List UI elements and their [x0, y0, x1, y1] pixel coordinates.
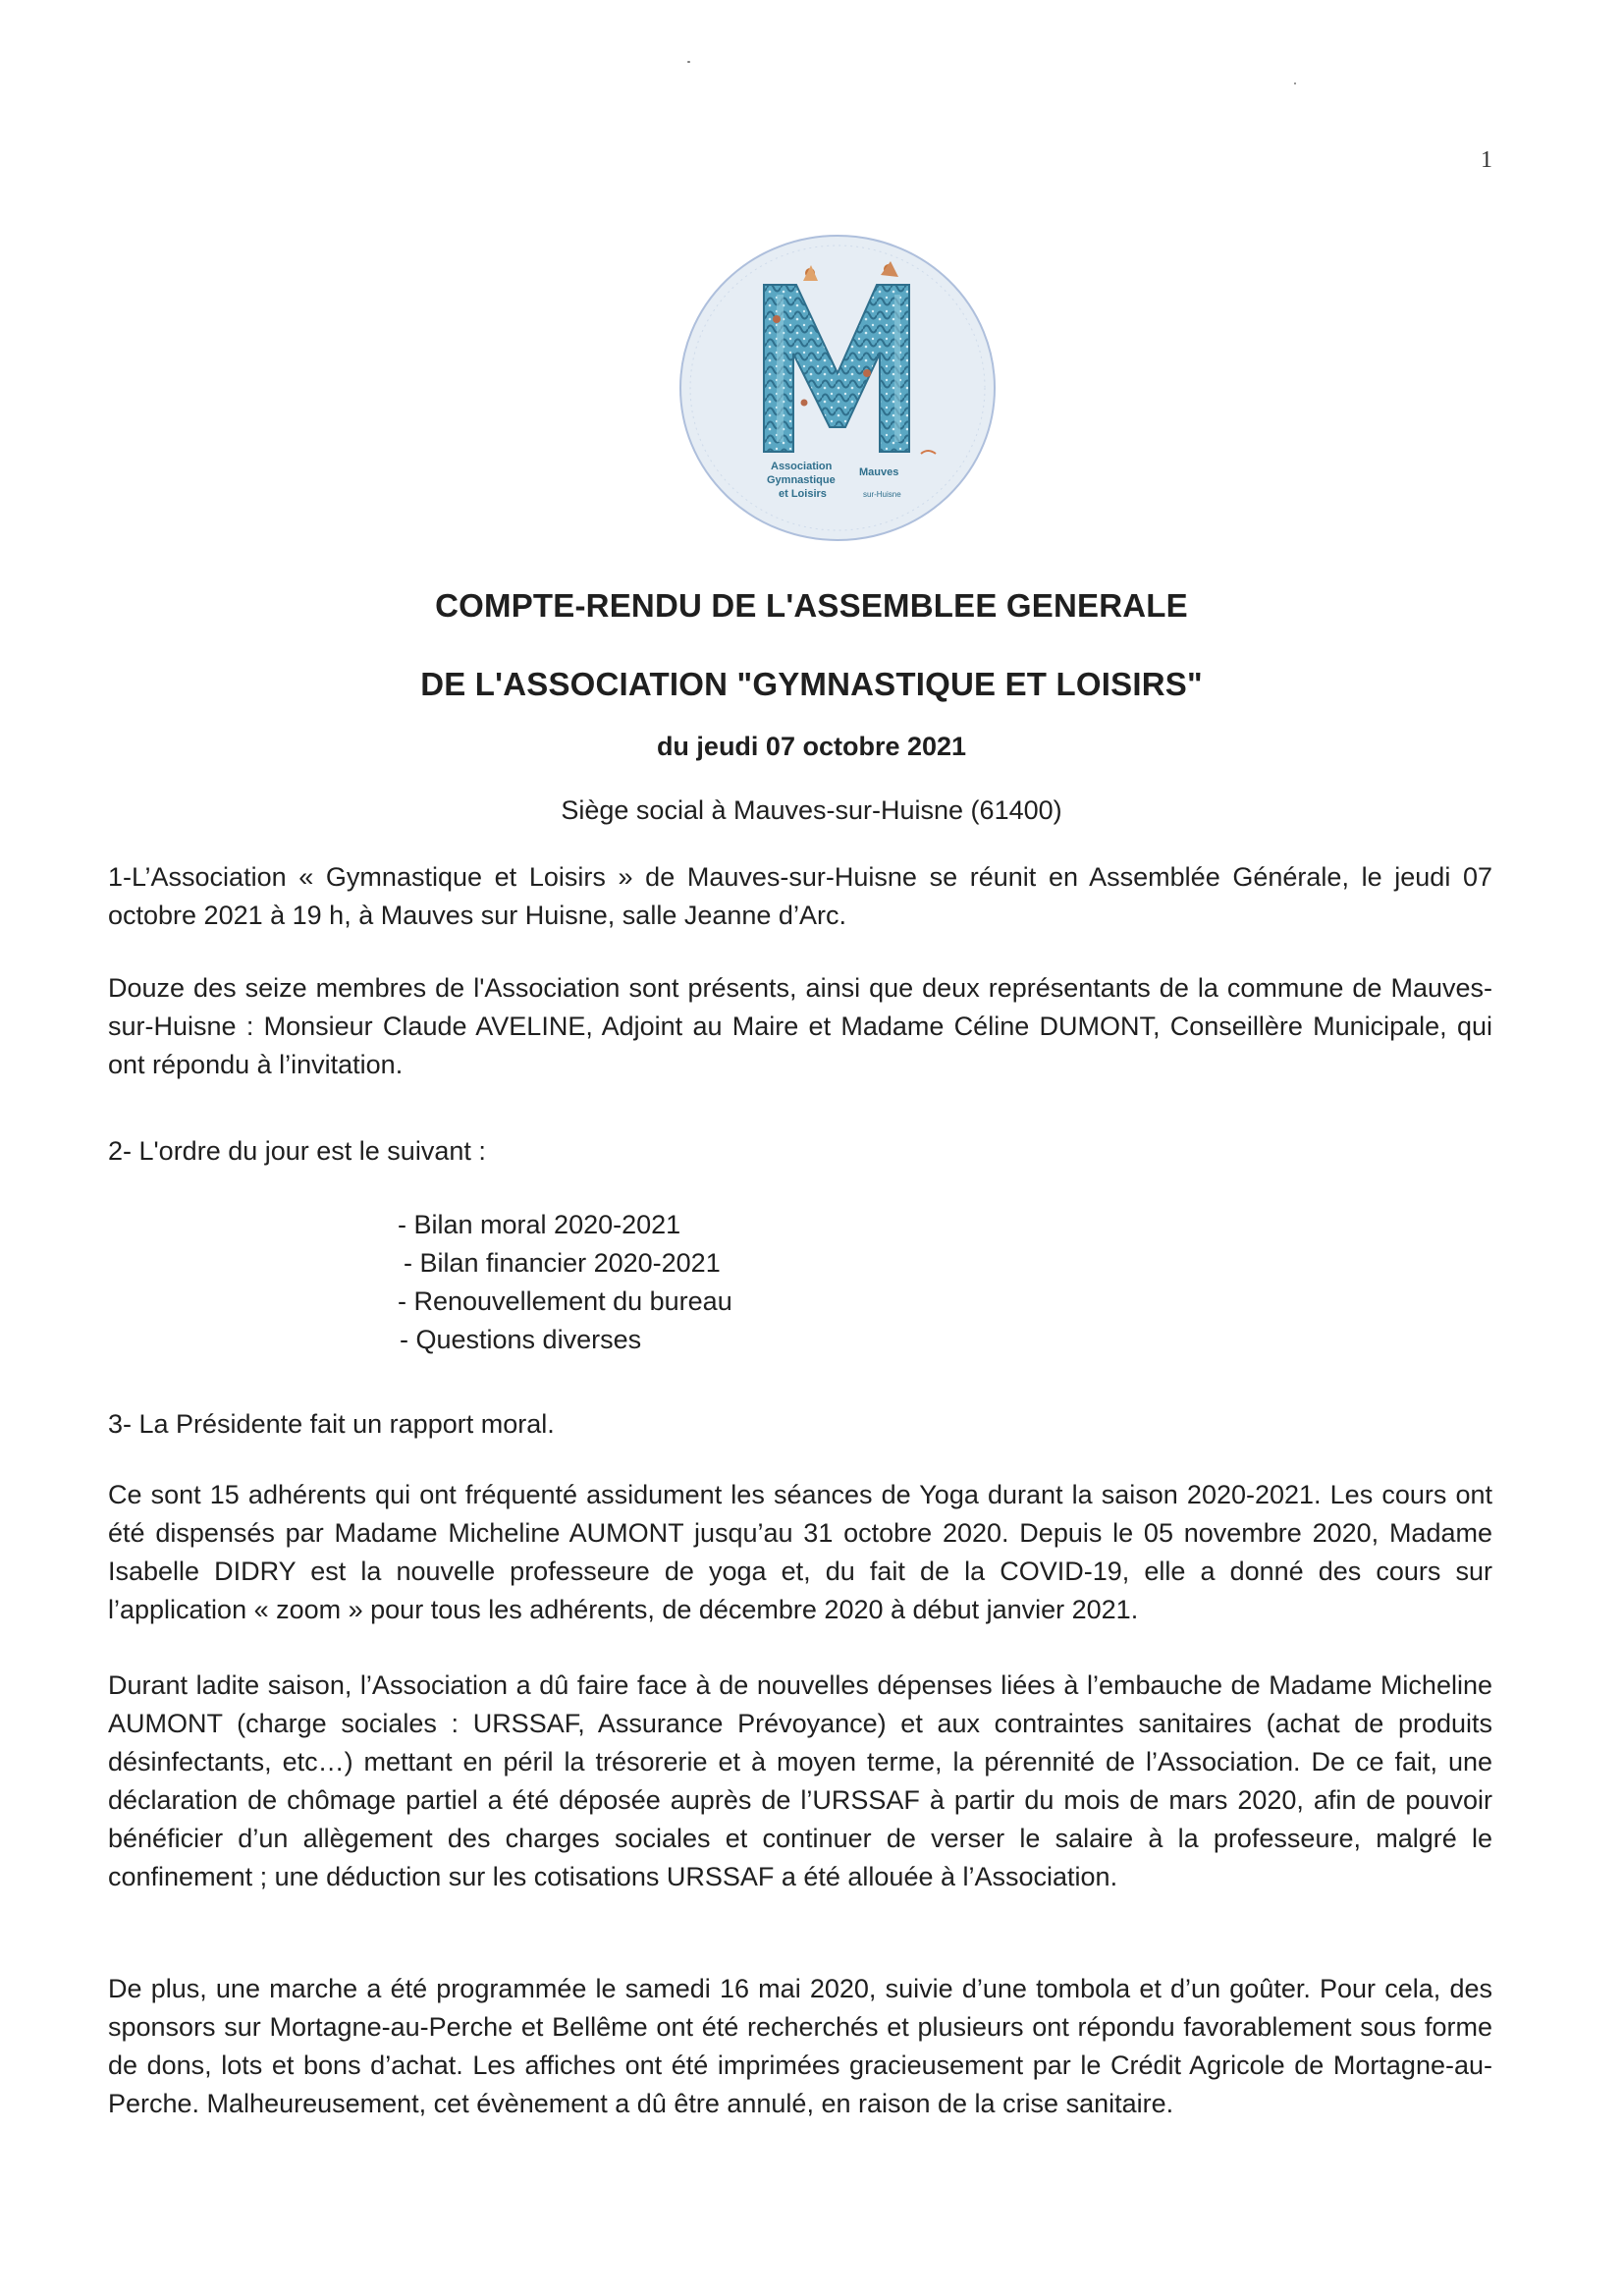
agenda-item: - Bilan moral 2020-2021: [398, 1210, 681, 1239]
agenda-item: - Bilan financier 2020-2021: [404, 1248, 721, 1278]
document-title-line-1: COMPTE-RENDU DE L'ASSEMBLEE GENERALE: [435, 587, 1188, 624]
page-number: 1: [1481, 147, 1492, 173]
logo-text-association: Association: [771, 461, 833, 472]
paragraph-agenda-intro: 2- L'ordre du jour est le suivant :: [108, 1136, 486, 1166]
logo-text-mauves: Mauves: [859, 466, 899, 478]
logo-text-sur-huisne: sur-Huisne: [863, 490, 901, 499]
paragraph-meeting-intro: 1-L’Association « Gymnastique et Loisirs » de Mauves-sur-Huisne se réunit en Assemblée Générale, le jeudi 07 octobre 2021 à 19 h, à Mauves sur Huisne, salle Jeanne d’Arc.: [108, 862, 1492, 930]
agenda-item: - Questions diverses: [400, 1325, 642, 1354]
paragraph-expenses: Durant ladite saison, l’Association a dû faire face à de nouvelles dépenses liées à l’embauche de Madame Micheline AUMONT (charge sociales : URSSAF, Assurance Prévoyance) et aux contraintes sanitaires (achat de produits désinfectants, etc…) mettant en péril la trésorerie et à moyen terme, la pérennité de l’Association. De ce fait, une déclaration de chômage partiel a été déposée auprès de l’URSSAF à partir du mois de mars 2020, afin de pouvoir bénéficier d’un allègement des charges sociales et continuer de verser le salaire à la professeure, malgré le confinement ; une déduction sur les cotisations URSSAF a été allouée à l’Association.: [108, 1670, 1492, 1891]
head-office: Siège social à Mauves-sur-Huisne (61400): [561, 795, 1062, 825]
paragraph-walk-event: De plus, une marche a été programmée le samedi 16 mai 2020, suivie d’une tombola et d’un goûter. Pour cela, des sponsors sur Mortagne-au-Perche et Bellême ont été recherchés et plusieurs ont répondu favorablement sous forme de dons, lots et bons d’achat. Les affiches ont été imprimées gracieusement par le Crédit Agricole de Mortagne-au-Perche. Malheureusement, cet évènement a dû être annulé, en raison de la crise sanitaire.: [108, 1974, 1492, 2118]
paragraph-attendance: Douze des seize membres de l'Association sont présents, ainsi que deux représentants de la commune de Mauves-sur-Huisne : Monsieur Claude AVELINE, Adjoint au Maire et Madame Céline DUMONT, Conseillère Municipale, qui ont répondu à l’invitation.: [108, 973, 1492, 1079]
paragraph-moral-report-intro: 3- La Présidente fait un rapport moral.: [108, 1409, 555, 1439]
document-title-line-2: DE L'ASSOCIATION "GYMNASTIQUE ET LOISIRS": [420, 666, 1203, 702]
agenda-list: [398, 1206, 732, 1359]
agenda-item: - Renouvellement du bureau: [398, 1286, 732, 1316]
logo-text-loisirs: et Loisirs: [779, 488, 827, 500]
scan-speck: [687, 61, 690, 63]
paragraph-yoga-season: Ce sont 15 adhérents qui ont fréquenté assidument les séances de Yoga durant la saison 2020-2021. Les cours ont été dispensés par Madame Micheline AUMONT jusqu’au 31 octobre 2020. Depuis le 05 novembre 2020, Madame Isabelle DIDRY est la nouvelle professeure de yoga et, du fait de la COVID-19, elle a donné des cours sur l’application « zoom » pour tous les adhérents, de décembre 2020 à début janvier 2021.: [108, 1480, 1492, 1624]
logo-text-gymnastique: Gymnastique: [767, 474, 836, 486]
scan-speck: [1294, 82, 1296, 84]
meeting-date: du jeudi 07 octobre 2021: [656, 732, 967, 761]
association-logo: [671, 226, 1004, 550]
